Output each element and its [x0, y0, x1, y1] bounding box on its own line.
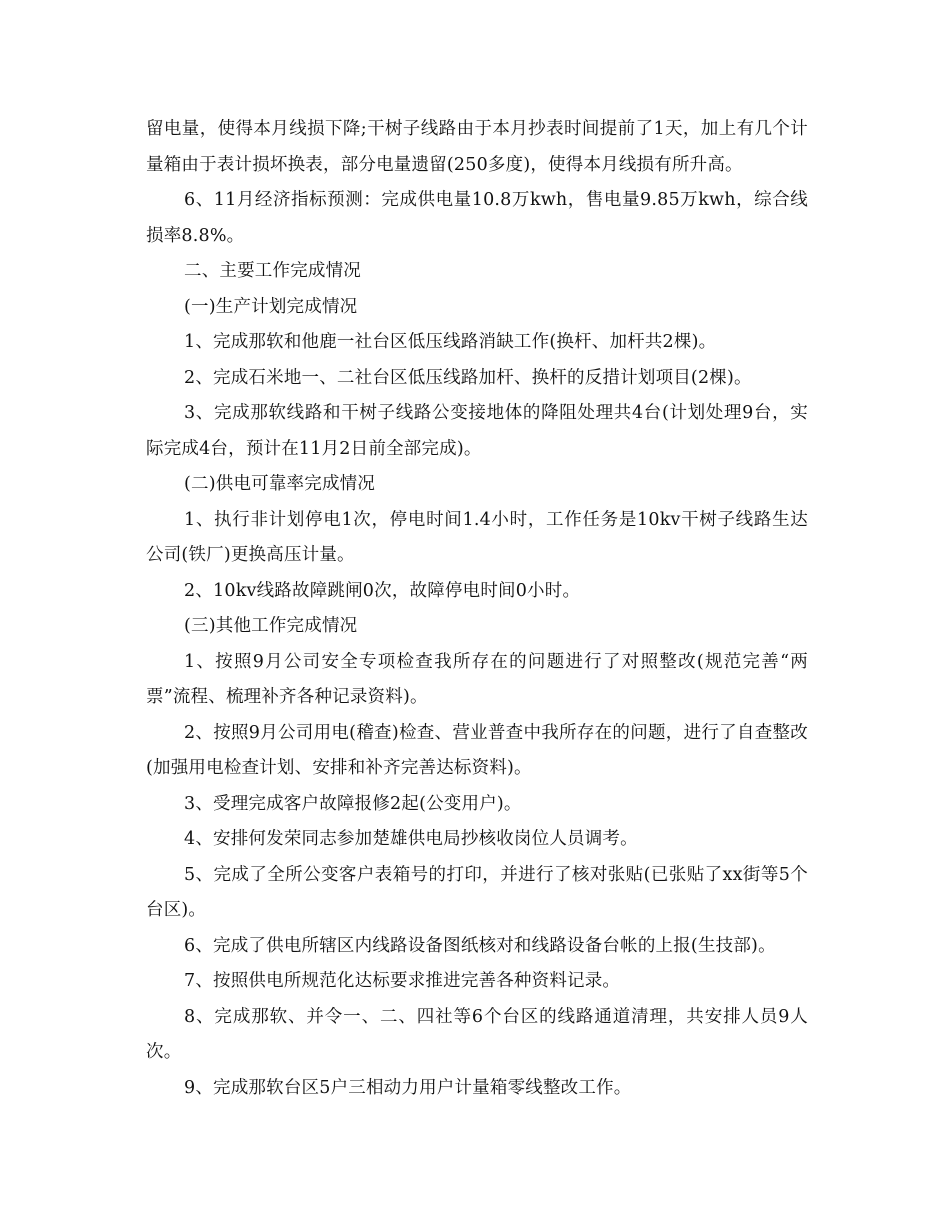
list-item: 1、按照9月公司安全专项检查我所存在的问题进行了对照整改(规范完善“两票”流程、梳理补齐各种记录资料)。: [146, 651, 808, 707]
list-item: 3、完成那软线路和干树子线路公变接地体的降阻处理共4台(计划处理9台，实际完成4台，预计在11月2日前全部完成)。: [146, 403, 808, 459]
list-item: 8、完成那软、并令一、二、四社等6个台区的线路通道清理，共安排人员9人次。: [146, 1006, 808, 1062]
list-item: 6、完成了供电所辖区内线路设备图纸核对和线路设备台帐的上报(生技部)。: [184, 935, 776, 956]
subsection-heading-other-work: (三)其他工作完成情况: [184, 616, 358, 636]
paragraph-continuation: 留电量，使得本月线损下降;干树子线路由于本月抄表时间提前了1天，加上有几个计量箱由于表计损坏换表，部分电量遗留(250多度)，使得本月线损有所升高。: [146, 119, 808, 175]
list-item: 1、执行非计划停电1次，停电时间1.4小时，工作任务是10kv干树子线路生达公司(铁厂)更换高压计量。: [146, 509, 808, 565]
list-item: 2、10kv线路故障跳闸0次，故障停电时间0小时。: [184, 580, 581, 601]
list-item: 2、完成石米地一、二社台区低压线路加杆、换杆的反措计划项目(2棵)。: [184, 367, 752, 388]
subsection-heading-production-plan: (一)生产计划完成情况: [184, 296, 358, 317]
list-item: 2、按照9月公司用电(稽查)检查、营业普查中我所存在的问题，进行了自查整改(加强用电检查计划、安排和补齐完善达标资料)。: [146, 722, 808, 778]
paragraph-forecast: 6、11月经济指标预测：完成供电量10.8万kwh，售电量9.85万kwh，综合线损率8.8%。: [146, 190, 808, 246]
list-item: 4、安排何发荣同志参加楚雄供电局抄核收岗位人员调考。: [184, 829, 638, 849]
list-item: 1、完成那软和他鹿一社台区低压线路消缺工作(换杆、加杆共2棵)。: [184, 332, 717, 352]
list-item: 9、完成那软台区5户三相动力用户计量箱零线整改工作。: [184, 1077, 632, 1098]
list-item: 5、完成了全所公变客户表箱号的打印，并进行了核对张贴(已张贴了xx街等5个台区)。: [146, 864, 808, 920]
document-body: [146, 112, 808, 1106]
list-item: 7、按照供电所规范化达标要求推进完善各种资料记录。: [184, 971, 621, 991]
section-heading-main-work: 二、主要工作完成情况: [184, 261, 361, 281]
subsection-heading-reliability: (二)供电可靠率完成情况: [184, 474, 376, 494]
list-item: 3、受理完成客户故障报修2起(公变用户)。: [184, 793, 522, 814]
